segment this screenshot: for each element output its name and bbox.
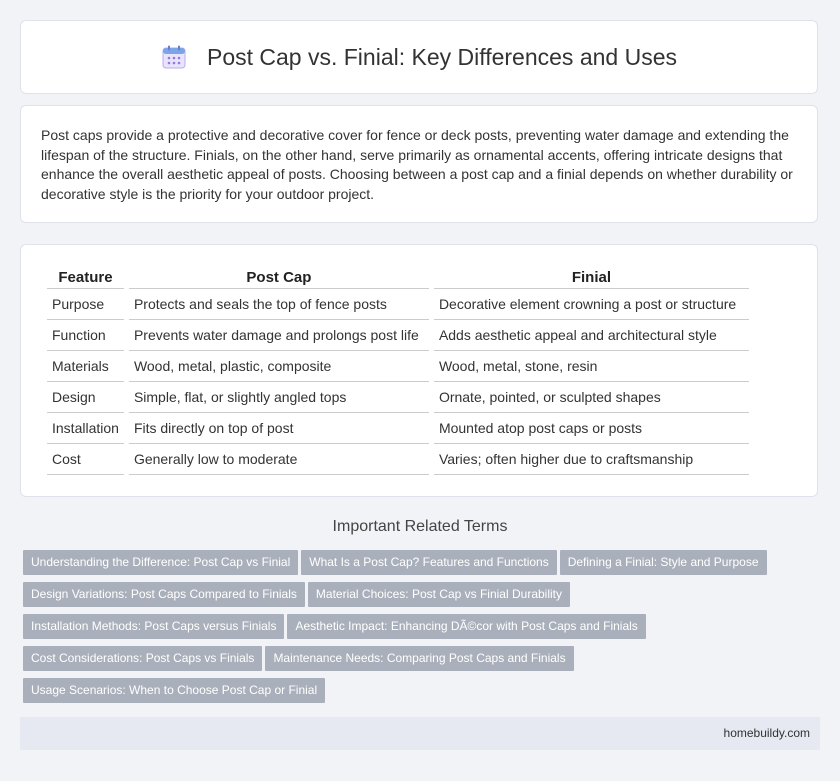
feature-cell: Design [47,382,124,413]
header-post-cap: Post Cap [129,264,429,289]
related-term-tag[interactable]: Cost Considerations: Post Caps vs Finials [23,646,262,671]
table-row [47,382,749,413]
finial-cell: Wood, metal, stone, resin [434,351,749,382]
related-term-tag[interactable]: Installation Methods: Post Caps versus Finials [23,614,284,639]
footer: homebuildy.com [20,717,820,750]
table-row [47,413,749,444]
table-row [47,444,749,475]
finial-cell: Mounted atop post caps or posts [434,413,749,444]
finial-cell: Adds aesthetic appeal and architectural style [434,320,749,351]
related-term-tag[interactable]: Defining a Finial: Style and Purpose [560,550,767,575]
comparison-table [42,264,754,475]
table-row [47,320,749,351]
post-cap-cell: Prevents water damage and prolongs post life [129,320,429,351]
feature-cell: Function [47,320,124,351]
feature-cell: Purpose [47,289,124,320]
post-cap-cell: Generally low to moderate [129,444,429,475]
related-term-tag[interactable]: Usage Scenarios: When to Choose Post Cap or Finial [23,678,325,703]
related-term-tag[interactable]: Aesthetic Impact: Enhancing DÃ©cor with Post Caps and Finials [287,614,645,639]
related-term-tag[interactable]: Design Variations: Post Caps Compared to Finials [23,582,305,607]
post-cap-cell: Simple, flat, or slightly angled tops [129,382,429,413]
finial-cell: Varies; often higher due to craftsmanship [434,444,749,475]
intro-card [20,105,818,223]
feature-cell: Cost [47,444,124,475]
post-cap-cell: Protects and seals the top of fence posts [129,289,429,320]
table-row [47,351,749,382]
table-header-row [47,264,749,289]
feature-cell: Installation [47,413,124,444]
related-term-tag[interactable]: What Is a Post Cap? Features and Functions [301,550,556,575]
header-card [20,20,818,94]
related-terms-list [23,550,803,710]
header-feature: Feature [47,264,124,289]
related-term-tag[interactable]: Understanding the Difference: Post Cap vs Finial [23,550,298,575]
finial-cell: Decorative element crowning a post or structure [434,289,749,320]
comparison-table-card [20,244,818,497]
header-finial: Finial [434,264,749,289]
page-title: Post Cap vs. Finial: Key Differences and Uses [206,43,677,70]
related-term-tag[interactable]: Maintenance Needs: Comparing Post Caps and Finials [265,646,573,671]
table-row [47,289,749,320]
intro-paragraph: Post caps provide a protective and decorative cover for fence or deck posts, preventing water damage and extending the lifespan of the structure. Finials, on the other hand, serve primarily as ornamental accents, offering intricate designs that enhance the overall aesthetic appeal of posts. Choosing between a post cap and a finial depends on whether durability or decorative style is the priority for your outdoor project. [41,127,793,202]
finial-cell: Ornate, pointed, or sculpted shapes [434,382,749,413]
post-cap-cell: Fits directly on top of post [129,413,429,444]
post-cap-cell: Wood, metal, plastic, composite [129,351,429,382]
related-terms-title: Important Related Terms [332,518,508,535]
calendar-icon [161,44,187,70]
feature-cell: Materials [47,351,124,382]
related-term-tag[interactable]: Material Choices: Post Cap vs Finial Durability [308,582,570,607]
